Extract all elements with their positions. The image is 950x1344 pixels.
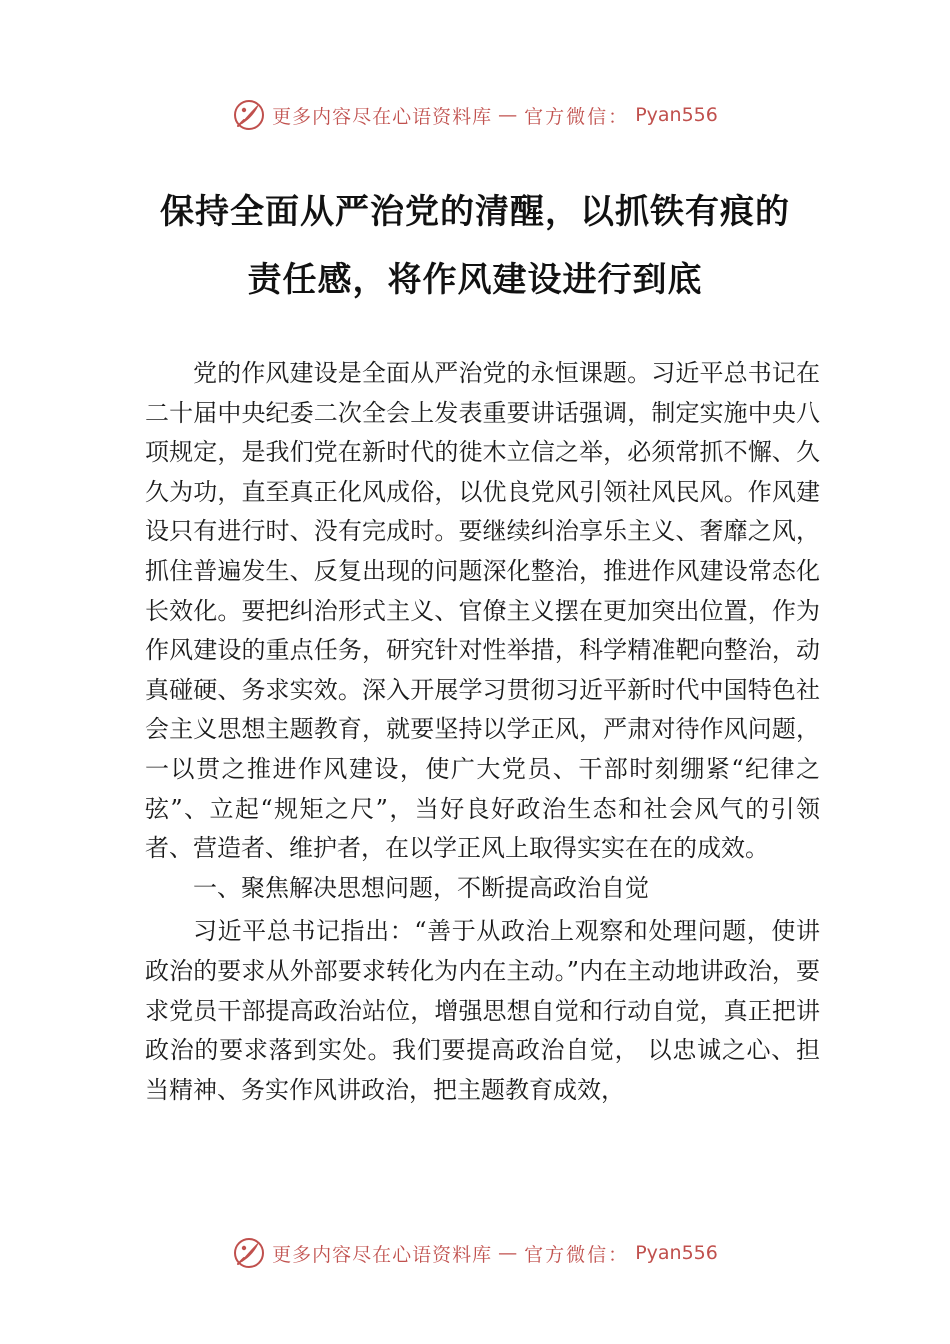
body-paragraph-section-1: 习近平总书记指出：“善于从政治上观察和处理问题，使讲政治的要求从外部要求转化为内在主动。”内在主动地讲政治，要求党员干部提高政治站位，增强思想自觉和行动自觉，真正把讲政治的要求落到实处。我们要提高政治自觉， 以忠诚之心、担当精神、务实作风讲政治，把主题教育成效，	[145, 917, 820, 1104]
banner-wechat-id: Pyan556	[635, 1242, 718, 1264]
banner-wechat-label: 官方微信：	[524, 1243, 630, 1266]
banner-wechat-label: 官方微信：	[524, 105, 630, 128]
body-paragraph-intro: 党的作风建设是全面从严治党的永恒课题。习近平总书记在二十届中央纪委二次全会上发表重要讲话强调，制定实施中央八项规定，是我们党在新时代的徙木立信之举，必须常抓不懈、久久为功，直至真正化风成俗，以优良党风引领社风民风。作风建设只有进行时、没有完成时。要继续纠治享乐主义、奢靡之风，抓住普遍发生、反复出现的问题深化整治，推进作风建设常态化长效化。要把纠治形式主义、官僚主义摆在更加突出位置，作为作风建设的重点任务，研究针对性举措，科学精准靶向整治，动真碰硬、务求实效。深入开展学习贯彻习近平新时代中国特色社会主义思想主题教育，就要坚持以学正风，严肃对待作风问题，一以贯之推进作风建设，使广大党员、干部时刻绷紧“纪律之弦”、立起“规矩之尺”，当好良好政治生态和社会风气的引领者、营造者、维护者，在以学正风上取得实实在在的成效。	[145, 359, 820, 863]
title-line-2: 责任感，将作风建设进行到底	[247, 260, 703, 300]
section-heading-1: 一、聚焦解决思想问题，不断提高政治自觉	[193, 873, 649, 902]
title-line-1: 保持全面从严治党的清醒，以抓铁有痕的	[160, 192, 790, 232]
document-body	[145, 354, 820, 1110]
banner-dash: —	[498, 104, 519, 126]
document-title	[130, 178, 820, 314]
banner-slogan: 更多内容尽在心语资料库	[272, 1243, 493, 1266]
feather-pen-logo-icon	[232, 98, 266, 132]
banner-dash: —	[498, 1242, 519, 1264]
footer-banner	[0, 1233, 950, 1273]
banner-wechat-id: Pyan556	[635, 104, 718, 126]
banner-slogan: 更多内容尽在心语资料库	[272, 105, 493, 128]
feather-pen-logo-icon	[232, 1236, 266, 1270]
header-banner	[0, 95, 950, 135]
